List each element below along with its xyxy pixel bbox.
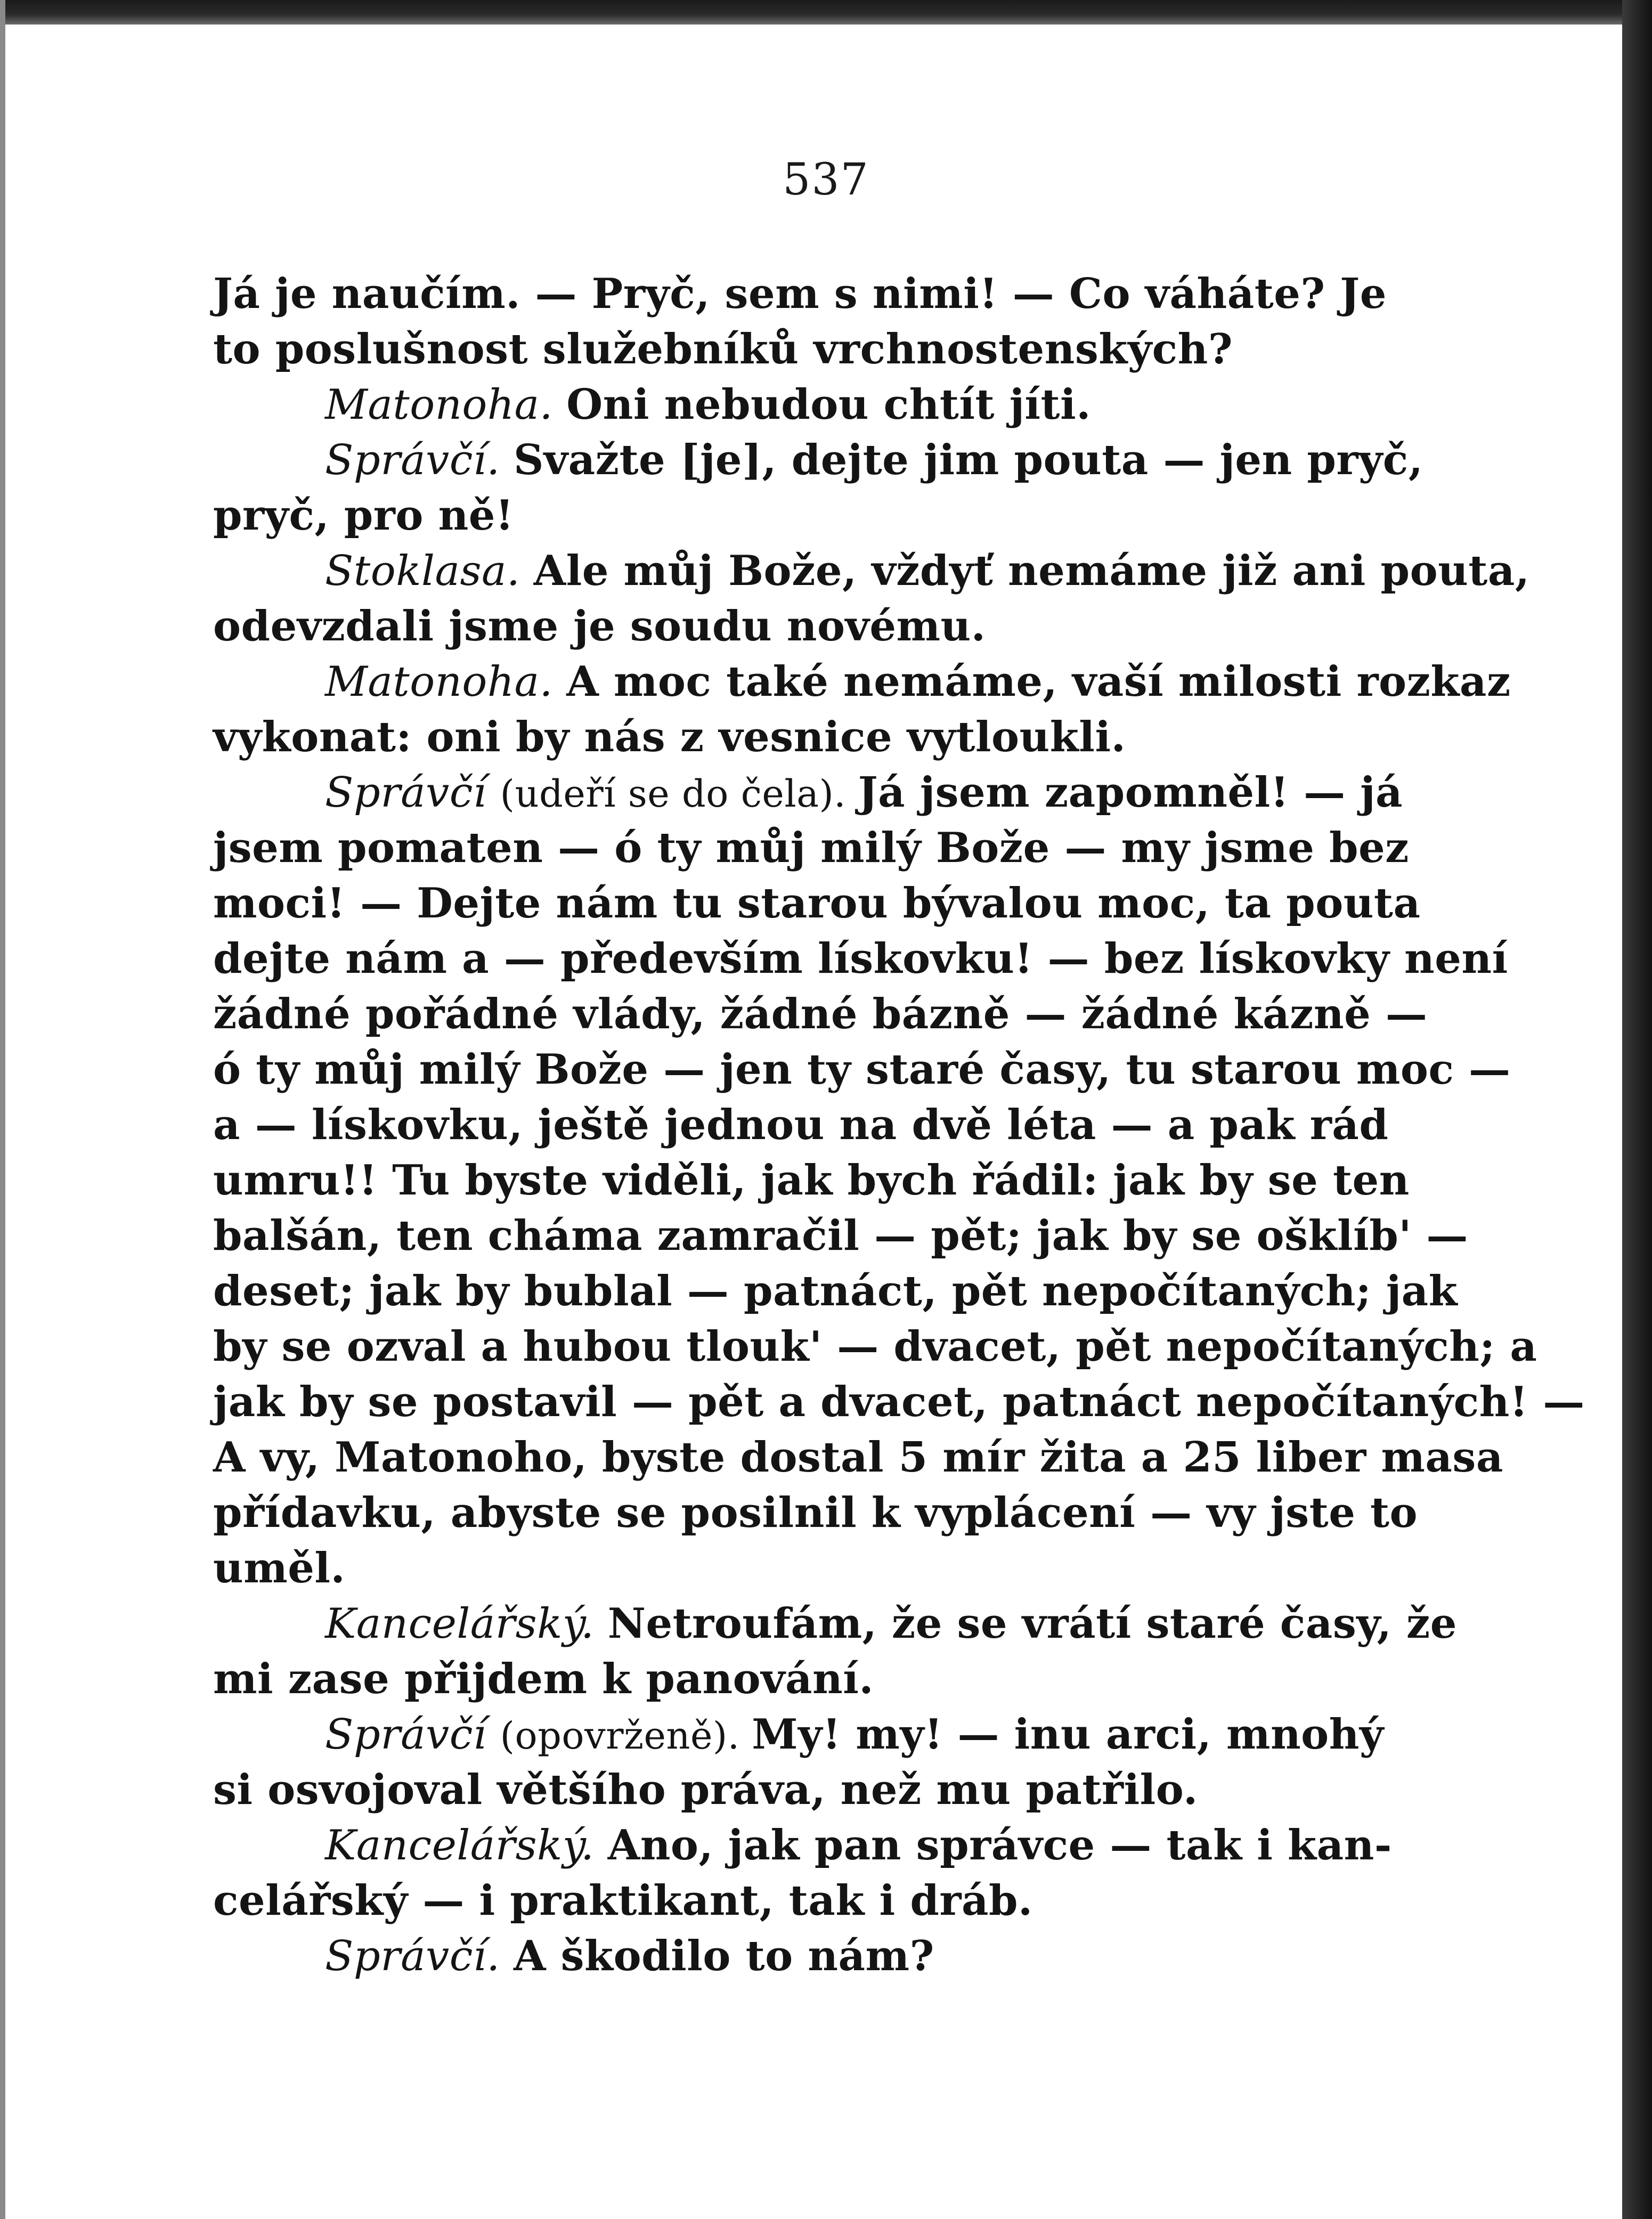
text-line xyxy=(213,1929,1468,1984)
line-text: A vy, Matonoho, byste dostal 5 mír žita a 25 liber masa xyxy=(213,1433,1503,1482)
line-text: jsem pomaten — ó ty můj milý Bože — my jsme bez xyxy=(213,824,1409,872)
line-text: pryč, pro ně! xyxy=(213,491,514,540)
line-text: dejte nám a — především lískovku! — bez lískovky není xyxy=(213,934,1508,983)
text-line xyxy=(213,1485,1468,1541)
line-text: A škodilo to nám? xyxy=(513,1932,934,1980)
text-line xyxy=(213,1818,1468,1873)
text-line xyxy=(213,1042,1511,1098)
line-text: balšán, ten cháma zamračil — pět; jak by se ošklíb' — xyxy=(213,1212,1468,1260)
text-line xyxy=(213,543,1530,599)
speaker-name: Kancelářský. xyxy=(325,1600,608,1648)
line-text: Já je naučím. — Pryč, sem s nimi! — Co váháte? Je xyxy=(213,270,1387,318)
line-text: ó ty můj milý Bože — jen ty staré časy, tu starou moc — xyxy=(213,1045,1511,1094)
line-text: Ano, jak pan správce — tak i kan- xyxy=(607,1821,1392,1870)
line-text: moci! — Dejte nám tu starou bývalou moc, ta pouta xyxy=(213,879,1421,928)
speaker-name: Kancelářský. xyxy=(325,1822,608,1870)
text-line xyxy=(213,1153,1468,1208)
text-line xyxy=(213,322,1468,377)
text-line xyxy=(213,710,1468,765)
line-text: a — lískovku, ještě jednou na dvě léta — a pak rád xyxy=(213,1101,1389,1149)
line-text: deset; jak by bublal — patnáct, pět nepočítaných; jak xyxy=(213,1267,1458,1315)
text-line xyxy=(213,1098,1468,1153)
text-line xyxy=(213,1541,1468,1596)
line-text: Svažte [je], dejte jim pouta — jen pryč, xyxy=(513,436,1423,484)
text-line xyxy=(213,377,1468,433)
text-line xyxy=(213,931,1508,987)
text-line xyxy=(213,1319,1537,1375)
text-line xyxy=(213,1596,1468,1652)
text-line xyxy=(213,1652,1468,1707)
stage-direction: (opovrženě). xyxy=(500,1714,752,1758)
text-line xyxy=(213,1375,1585,1430)
line-text: odevzdali jsme je soudu novému. xyxy=(213,602,986,651)
line-text: přídavku, abyste se posilnil k vyplácení — vy jste to xyxy=(213,1489,1418,1537)
speaker-name: Správčí. xyxy=(325,1932,514,1980)
page-number: 537 xyxy=(783,155,869,205)
speaker-name: Správčí. xyxy=(325,436,514,484)
line-text: My! my! — inu arci, mnohý xyxy=(752,1710,1384,1759)
stage-direction: (udeří se do čela). xyxy=(500,772,858,816)
line-text: uměl. xyxy=(213,1544,346,1592)
text-line xyxy=(213,433,1468,488)
text-line xyxy=(213,1264,1468,1319)
text-line xyxy=(213,488,1468,543)
speaker-name: Správčí xyxy=(325,1711,500,1759)
line-text: A moc také nemáme, vaší milosti rozkaz xyxy=(566,657,1511,706)
line-text: jak by se postavil — pět a dvacet, patnáct nepočítaných! — xyxy=(213,1378,1585,1426)
line-text: Ale můj Bože, vždyť nemáme již ani pouta, xyxy=(533,547,1530,595)
scan-border-right xyxy=(1622,0,1652,2219)
line-text: umru!! Tu byste viděli, jak bych řádil: jak by se ten xyxy=(213,1156,1410,1205)
speaker-name: Správčí xyxy=(325,769,500,817)
text-line xyxy=(213,987,1468,1042)
text-line xyxy=(213,820,1468,876)
line-text: Oni nebudou chtít jíti. xyxy=(566,380,1091,429)
speaker-name: Matonoha. xyxy=(325,658,567,706)
text-line xyxy=(213,1208,1468,1264)
text-line xyxy=(213,1707,1468,1762)
text-line xyxy=(213,654,1511,710)
text-line xyxy=(213,765,1468,820)
scan-border-top xyxy=(0,0,1652,25)
page-text xyxy=(213,266,1585,1984)
speaker-name: Stoklasa. xyxy=(325,547,534,595)
line-text: vykonat: oni by nás z vesnice vytloukli. xyxy=(213,713,1126,761)
text-line xyxy=(213,599,1468,654)
speaker-name: Matonoha. xyxy=(325,381,567,429)
text-line xyxy=(213,1873,1468,1929)
text-line xyxy=(213,1430,1503,1485)
line-text: Já jsem zapomněl! — já xyxy=(858,768,1403,817)
text-line xyxy=(213,876,1468,931)
line-text: mi zase přijdem k panování. xyxy=(213,1655,874,1703)
line-text: by se ozval a hubou tlouk' — dvacet, pět nepočítaných; a xyxy=(213,1322,1537,1371)
line-text: si osvojoval většího práva, než mu patřilo. xyxy=(213,1766,1198,1814)
text-line xyxy=(213,266,1468,322)
line-text: žádné pořádné vlády, žádné bázně — žádné kázně — xyxy=(213,990,1428,1038)
text-line xyxy=(213,1762,1468,1818)
line-text: to poslušnost služebníků vrchnostenských? xyxy=(213,325,1233,373)
line-text: celářský — i praktikant, tak i dráb. xyxy=(213,1876,1033,1925)
scan-border-left xyxy=(0,0,5,2219)
line-text: Netroufám, že se vrátí staré časy, že xyxy=(607,1599,1457,1648)
